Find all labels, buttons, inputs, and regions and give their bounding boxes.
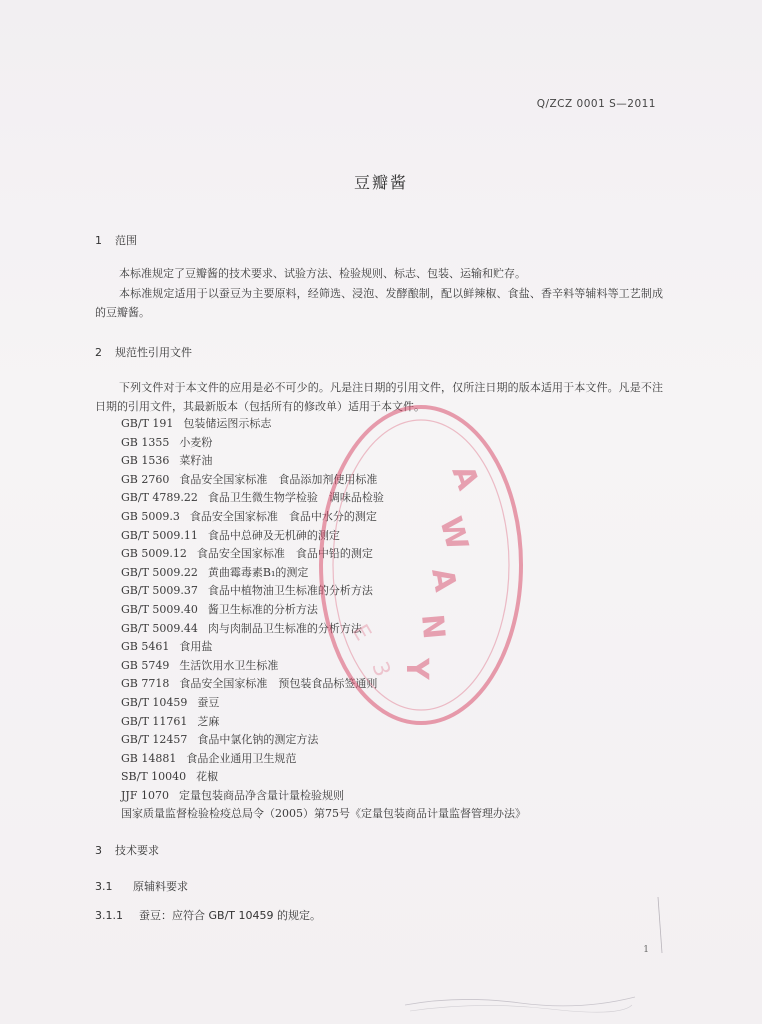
reference-title: 食品安全国家标准 食品中水分的测定 (189, 509, 377, 523)
reference-title: 小麦粉 (179, 435, 213, 449)
svg-text:A: A (444, 460, 486, 495)
reference-code: SB/T 10040 (121, 770, 187, 784)
reference-code: GB 14881 (121, 751, 177, 765)
svg-text:W: W (432, 513, 475, 555)
section-3-1-number: 3.1 (95, 880, 113, 893)
reference-item (121, 787, 526, 806)
reference-code: GB 5461 (121, 640, 170, 654)
document-title: 豆瓣酱 (353, 173, 408, 192)
reference-title: 食品中植物油卫生标准的分析方法 (207, 584, 373, 598)
scan-artifact (400, 985, 640, 1015)
reference-title: 食品卫生微生物学检验 调味品检验 (207, 491, 384, 505)
reference-code: GB 1355 (121, 435, 170, 449)
reference-item (121, 675, 526, 694)
reference-title: 酱卫生标准的分析方法 (207, 602, 318, 616)
section-3-1-heading (95, 878, 188, 894)
reference-item (121, 713, 526, 732)
section-1-heading (95, 232, 137, 248)
reference-code: GB/T 5009.22 (121, 565, 198, 579)
reference-title: 菜籽油 (179, 454, 213, 468)
section-1-number: 1 (95, 234, 102, 247)
section-1-paragraph-1: 本标准规定了豆瓣酱的技术要求、试验方法、检验规则、标志、包装、运输和贮存。 (119, 267, 526, 280)
reference-code: GB 1536 (121, 454, 170, 468)
reference-title: 定量包装商品净含量计量检验规则 (178, 788, 344, 802)
reference-item (121, 638, 526, 657)
normative-reference-list (121, 415, 526, 824)
section-2-intro: 下列文件对于本文件的应用是必不可少的。凡是注日期的引用文件，仅所注日期的版本适用于本文件。凡是不注日期的引用文件，其最新版本（包括所有的修改单）适用于本文件。 (95, 381, 663, 413)
reference-title: 食品中氯化钠的测定方法 (197, 733, 319, 747)
reference-title: 食品中总砷及无机砷的测定 (207, 528, 340, 542)
reference-item (121, 805, 526, 824)
reference-title: 花椒 (196, 770, 219, 784)
reference-title: 芝麻 (197, 714, 220, 728)
reference-item (121, 657, 526, 676)
section-3-heading (95, 842, 159, 858)
section-3-1-title: 原辅料要求 (133, 880, 188, 893)
section-3-number: 3 (95, 844, 102, 857)
reference-code: GB 5749 (121, 658, 170, 672)
reference-item (121, 582, 526, 601)
reference-item (121, 452, 526, 471)
reference-code: GB 7718 (121, 677, 170, 691)
reference-code: GB 2760 (121, 472, 170, 486)
reference-item (121, 750, 526, 769)
reference-item (121, 415, 526, 434)
reference-item (121, 620, 526, 639)
standard-code: Q/ZCZ 0001 S—2011 (536, 98, 656, 110)
page-number: 1 (643, 945, 649, 955)
section-1-title: 范围 (115, 234, 137, 247)
section-3-title: 技术要求 (115, 844, 159, 857)
svg-text:A: A (424, 565, 463, 595)
reference-title: 生活饮用水卫生标准 (179, 658, 279, 672)
reference-code: GB/T 12457 (121, 733, 188, 747)
reference-title: 食品企业通用卫生规范 (186, 751, 297, 765)
reference-code: GB/T 11761 (121, 714, 188, 728)
reference-code: GB/T 191 (121, 417, 174, 430)
reference-item (121, 564, 526, 583)
reference-item (121, 489, 526, 508)
reference-item (121, 768, 526, 787)
reference-title: 食品安全国家标准 预包装食品标签通则 (179, 677, 378, 691)
svg-text:E: E (346, 620, 376, 646)
reference-title: 肉与肉制品卫生标准的分析方法 (207, 621, 362, 635)
section-2-heading (95, 344, 192, 360)
reference-code: JJF 1070 (121, 788, 169, 802)
section-2-number: 2 (95, 346, 102, 359)
reference-item (121, 527, 526, 546)
reference-code: GB/T 5009.40 (121, 602, 198, 616)
svg-text:Y: Y (399, 658, 434, 680)
reference-title: 食用盐 (179, 640, 213, 654)
reference-title: 黄曲霉毒素B₁的测定 (207, 565, 309, 579)
clause-3-1-1-number: 3.1.1 (95, 909, 123, 922)
reference-item (121, 545, 526, 564)
reference-title: 国家质量监督检验检疫总局令（2005）第75号《定量包装商品计量监督管理办法》 (121, 807, 526, 821)
reference-code: GB/T 4789.22 (121, 491, 198, 505)
reference-item (121, 508, 526, 527)
section-1-paragraph-2: 本标准规定适用于以蚕豆为主要原料，经筛选、浸泡、发酵酿制，配以鲜辣椒、食盐、香辛料等辅料等工艺制成的豆瓣酱。 (95, 287, 663, 319)
reference-title: 食品安全国家标准 食品中铅的测定 (196, 547, 373, 561)
reference-item (121, 731, 526, 750)
reference-code: GB 5009.3 (121, 509, 180, 523)
reference-item (121, 601, 526, 620)
svg-text:3: 3 (366, 658, 395, 681)
reference-code: GB 5009.12 (121, 547, 187, 561)
reference-item (121, 471, 526, 490)
reference-code: GB/T 10459 (121, 695, 188, 709)
clause-3-1-1 (95, 907, 321, 923)
reference-code: GB/T 5009.44 (121, 621, 198, 635)
reference-title: 食品安全国家标准 食品添加剂使用标准 (179, 472, 378, 486)
clause-3-1-1-text: 蚕豆：应符合 GB/T 10459 的规定。 (139, 909, 321, 922)
section-2-title: 规范性引用文件 (115, 346, 192, 359)
reference-item (121, 694, 526, 713)
reference-title: 蚕豆 (197, 695, 220, 709)
reference-title: 包装储运图示标志 (183, 417, 272, 430)
reference-code: GB/T 5009.11 (121, 528, 198, 542)
reference-item (121, 434, 526, 453)
svg-text:N: N (414, 612, 452, 641)
reference-code: GB/T 5009.37 (121, 584, 198, 598)
